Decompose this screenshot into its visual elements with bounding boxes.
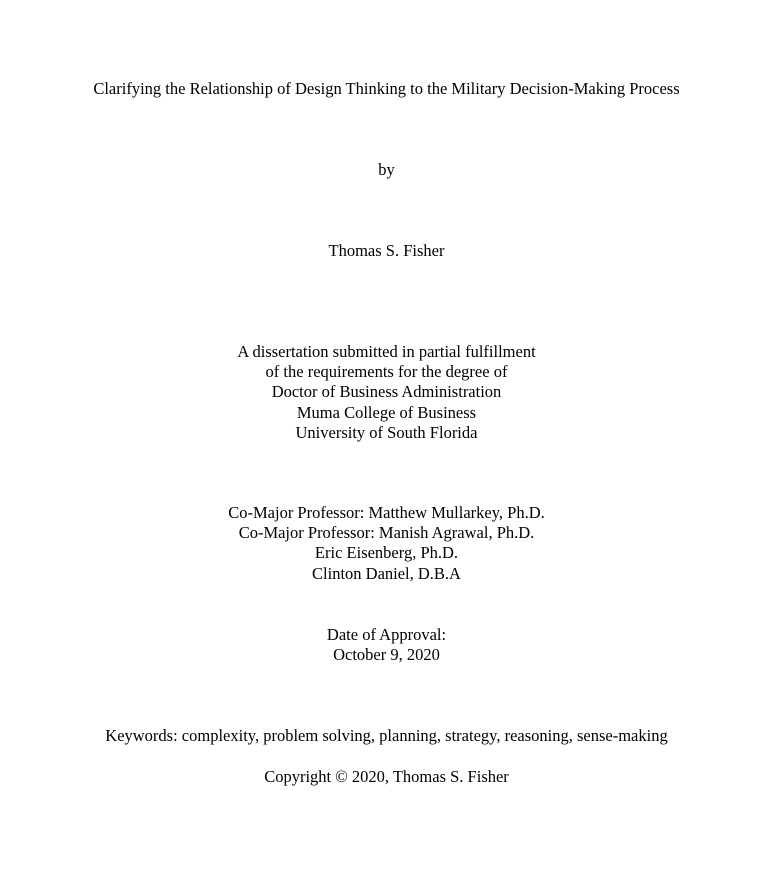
submission-statement	[0, 342, 773, 443]
submission-line: of the requirements for the degree of	[265, 362, 508, 382]
committee-list	[0, 503, 773, 584]
author-name: Thomas S. Fisher	[328, 241, 445, 260]
dissertation-title: Clarifying the Relationship of Design Thinking to the Military Decision-Making Process	[93, 79, 680, 98]
approval-date: October 9, 2020	[333, 645, 440, 665]
committee-member: Clinton Daniel, D.B.A	[312, 563, 461, 583]
by-line: by	[378, 160, 395, 179]
college-name: Muma College of Business	[296, 402, 477, 422]
approval-block	[0, 625, 773, 665]
copyright-notice: Copyright © 2020, Thomas S. Fisher	[264, 767, 509, 786]
committee-member: Co-Major Professor: Manish Agrawal, Ph.D.	[238, 523, 535, 543]
submission-line: A dissertation submitted in partial fulfillment	[237, 342, 536, 361]
committee-member: Co-Major Professor: Matthew Mullarkey, Ph.D.	[228, 503, 545, 522]
approval-label: Date of Approval:	[326, 625, 447, 644]
keywords: Keywords: complexity, problem solving, planning, strategy, reasoning, sense-making	[105, 726, 668, 745]
degree-name: Doctor of Business Administration	[271, 382, 502, 402]
committee-member: Eric Eisenberg, Ph.D.	[314, 543, 459, 563]
university-name: University of South Florida	[295, 422, 478, 442]
